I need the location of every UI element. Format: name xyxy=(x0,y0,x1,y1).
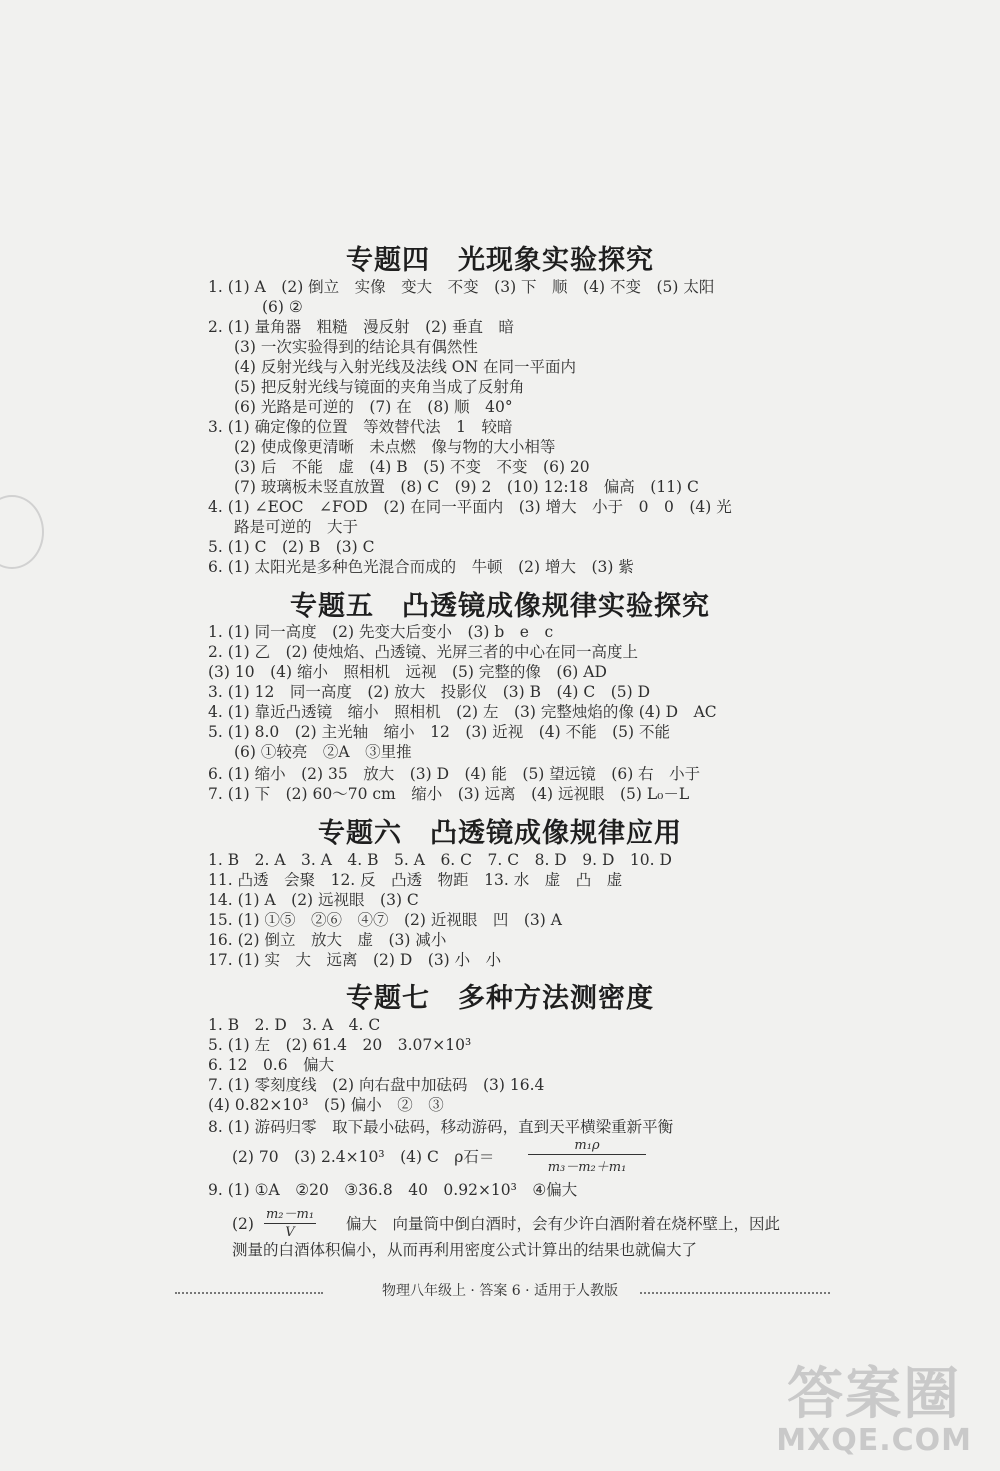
answer-line: (6) ② xyxy=(262,298,303,316)
answer-line: 4. (1) ∠EOC ∠FOD (2) 在同一平面内 (3) 增大 小于 0 0 (4) 光 xyxy=(208,498,732,516)
answer-line: 4. (1) 靠近凸透镜 缩小 照相机 (2) 左 (3) 完整烛焰的像 (4) D AC xyxy=(208,703,717,721)
answer-line: 16. (2) 倒立 放大 虚 (3) 减小 xyxy=(208,931,447,949)
answer-line: (3) 一次实验得到的结论具有偶然性 xyxy=(234,338,478,356)
answer-line: (2) 使成像更清晰 未点燃 像与物的大小相等 xyxy=(234,438,556,456)
site-watermark xyxy=(776,1362,972,1458)
answer-line: (4) 反射光线与入射光线及法线 ON 在同一平面内 xyxy=(234,358,577,376)
answer-line: (2) xyxy=(232,1215,254,1233)
fraction-numerator: m₂－m₁ xyxy=(265,1207,315,1222)
watermark-logo-text: 答案圈 xyxy=(787,1362,962,1427)
answer-line: 6. (1) 缩小 (2) 35 放大 (3) D (4) 能 (5) 望远镜 (6) 右 小于 xyxy=(208,765,701,783)
answer-line: 测量的白酒体积偏小，从而再利用密度公式计算出的结果也就偏大了 xyxy=(232,1241,698,1259)
answer-line: 1. B 2. D 3. A 4. C xyxy=(208,1016,381,1034)
answer-line: (3) 后 不能 虚 (4) B (5) 不变 不变 (6) 20 xyxy=(234,458,590,476)
fraction-numerator: m₁ρ xyxy=(574,1138,600,1153)
volume-fraction xyxy=(264,1203,316,1240)
answer-line: 7. (1) 零刻度线 (2) 向右盘中加砝码 (3) 16.4 xyxy=(208,1076,545,1094)
answer-line: 5. (1) 左 (2) 61.4 20 3.07×10³ xyxy=(208,1036,472,1054)
answer-line: 6. (1) 太阳光是多种色光混合而成的 牛顿 (2) 增大 (3) 紫 xyxy=(208,558,634,576)
answer-line: (2) 70 (3) 2.4×10³ (4) C ρ石＝ xyxy=(232,1148,495,1166)
watermark-url: MXQE.COM xyxy=(776,1423,972,1458)
answer-line: (3) 10 (4) 缩小 照相机 远视 (5) 完整的像 (6) AD xyxy=(208,663,607,681)
answer-line: 6. 12 0.6 偏大 xyxy=(208,1056,335,1074)
answer-line: 2. (1) 乙 (2) 使烛焰、凸透镜、光屏三者的中心在同一高度上 xyxy=(208,643,638,661)
answer-line: 11. 凸透 会聚 12. 反 凸透 物距 13. 水 虚 凸 虚 xyxy=(208,871,623,889)
fraction-denominator: m₃－m₂＋m₁ xyxy=(547,1160,627,1175)
answer-line: 7. (1) 下 (2) 60～70 cm 缩小 (3) 远离 (4) 远视眼 (5) L₀－L xyxy=(208,785,690,803)
fraction-denominator: V xyxy=(285,1225,295,1240)
footer-divider-right xyxy=(640,1292,830,1294)
answer-line: (7) 玻璃板未竖直放置 (8) C (9) 2 (10) 12:18 偏高 (11) C xyxy=(234,478,699,496)
answer-line: 9. (1) ①A ②20 ③36.8 40 0.92×10³ ④偏大 xyxy=(208,1181,578,1199)
section-title-5: 专题五 凸透镜成像规律实验探究 xyxy=(290,591,710,622)
answer-line: (6) ①较亮 ②A ③里推 xyxy=(234,743,412,761)
section-title-7: 专题七 多种方法测密度 xyxy=(346,983,654,1014)
section-title-4: 专题四 光现象实验探究 xyxy=(346,245,654,276)
answer-line: 3. (1) 12 同一高度 (2) 放大 投影仪 (3) B (4) C (5) D xyxy=(208,683,651,701)
faded-stamp xyxy=(0,495,44,569)
answer-line: 3. (1) 确定像的位置 等效替代法 1 较暗 xyxy=(208,418,513,436)
answer-line: (4) 0.82×10³ (5) 偏小 ② ③ xyxy=(208,1096,444,1114)
answer-line: 1. (1) A (2) 倒立 实像 变大 不变 (3) 下 顺 (4) 不变 (5) 太阳 xyxy=(208,278,715,296)
footer-text: 物理八年级上 · 答案 6 · 适用于人教版 xyxy=(381,1283,619,1299)
answer-line: (6) 光路是可逆的 (7) 在 (8) 顺 40° xyxy=(234,398,513,416)
answer-line: 1. B 2. A 3. A 4. B 5. A 6. C 7. C 8. D 9. D 10. D xyxy=(208,851,672,869)
answer-line: 17. (1) 实 大 远离 (2) D (3) 小 小 xyxy=(208,951,502,969)
answer-line: 路是可逆的 大于 xyxy=(234,518,359,536)
answer-line: 5. (1) 8.0 (2) 主光轴 缩小 12 (3) 近视 (4) 不能 (5) 不能 xyxy=(208,723,671,741)
answer-line: 15. (1) ①⑤ ②⑥ ④⑦ (2) 近视眼 凹 (3) A xyxy=(208,911,562,929)
answer-line: (5) 把反射光线与镜面的夹角当成了反射角 xyxy=(234,378,525,396)
answer-line: 14. (1) A (2) 远视眼 (3) C xyxy=(208,891,419,909)
fraction-bar xyxy=(528,1154,646,1155)
answer-line: 偏大 向量筒中倒白酒时，会有少许白酒附着在烧杯壁上，因此 xyxy=(346,1215,781,1233)
section-title-6: 专题六 凸透镜成像规律应用 xyxy=(318,818,682,849)
fraction-bar xyxy=(264,1223,316,1224)
density-fraction xyxy=(528,1138,646,1175)
answer-line: 2. (1) 量角器 粗糙 漫反射 (2) 垂直 暗 xyxy=(208,318,514,336)
answer-line: 8. (1) 游码归零 取下最小砝码，移动游码，直到天平横梁重新平衡 xyxy=(208,1118,674,1136)
answer-line: 5. (1) C (2) B (3) C xyxy=(208,538,375,556)
answer-line: 1. (1) 同一高度 (2) 先变大后变小 (3) b e c xyxy=(208,623,554,641)
